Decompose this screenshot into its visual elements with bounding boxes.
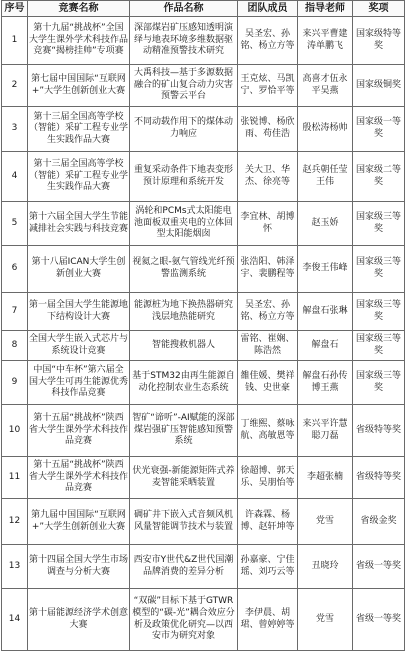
award: 省级一等奖 bbox=[353, 589, 405, 651]
team-members: 张锐博、杨欣雨、苟佳浩 bbox=[238, 107, 298, 152]
row-index: 6 bbox=[2, 246, 28, 293]
advisor: 来兴平许慧聪刀磊 bbox=[298, 405, 353, 457]
work-name: 重复采动条件下地表变形预计原理和系统开发 bbox=[130, 152, 238, 202]
team-members: 李伊晨、胡珺、曾婷婷等 bbox=[238, 589, 298, 651]
work-name: 基于STM32由再生能源自动化控制农业生态系统 bbox=[130, 361, 238, 405]
award: 国家级二等奖 bbox=[353, 152, 405, 202]
competition-name: 第十五届“挑战杯”陕西省大学生课外学术科技作品竞赛 bbox=[28, 457, 130, 499]
advisor: 高喜才伍永平吴燕 bbox=[298, 65, 353, 107]
table-row bbox=[2, 246, 405, 293]
award: 国家级一等奖 bbox=[353, 107, 405, 152]
row-index: 4 bbox=[2, 152, 28, 202]
advisor: 党雪 bbox=[298, 589, 353, 651]
team-members: 吴圣宏、孙铭、杨立方等 bbox=[238, 293, 298, 331]
award: 国家级三等奖 bbox=[353, 246, 405, 293]
table-row bbox=[2, 589, 405, 651]
team-members: 张浩阳、韩泽宇、裴鹏程等 bbox=[238, 246, 298, 293]
header-members: 团队成员 bbox=[238, 1, 298, 17]
award: 国家级三等奖 bbox=[353, 202, 405, 246]
advisor: 李超张楠 bbox=[298, 457, 353, 499]
award: 国家级特等奖 bbox=[353, 17, 405, 65]
team-members: 关大卫、华杰、徐亮等 bbox=[238, 152, 298, 202]
work-name: 智矿“谛听”-AI赋能的深部煤岩强矿压智能感知预警系统 bbox=[130, 405, 238, 457]
advisor: 殷松涛杨帅 bbox=[298, 107, 353, 152]
header-advisor: 指导老师 bbox=[298, 1, 353, 17]
competition-name: 第九届中国国际“互联网+”大学生创新创业大赛 bbox=[28, 499, 130, 545]
row-index: 2 bbox=[2, 65, 28, 107]
row-index: 7 bbox=[2, 293, 28, 331]
row-index: 12 bbox=[2, 499, 28, 545]
table-row bbox=[2, 293, 405, 331]
advisor: 解盘石 bbox=[298, 331, 353, 361]
competition-name: 第十三届全国高等学校（智能）采矿工程专业学生实践作品大赛 bbox=[28, 107, 130, 152]
team-members: 王克炫、马凯宁、罗恰平等 bbox=[238, 65, 298, 107]
competition-name: 第十届能源经济学术创意大赛 bbox=[28, 589, 130, 651]
team-members: 吴圣宏、孙铭、杨立方等 bbox=[238, 17, 298, 65]
team-members: 李宜林、胡博怀 bbox=[238, 202, 298, 246]
competition-name: 第十八届ICAN大学生创新创业大赛 bbox=[28, 246, 130, 293]
row-index: 5 bbox=[2, 202, 28, 246]
row-index: 8 bbox=[2, 331, 28, 361]
work-name: 伏光衰强-新能源矩阵式养麦智能采晒装置 bbox=[130, 457, 238, 499]
row-index: 14 bbox=[2, 589, 28, 651]
row-index: 1 bbox=[2, 17, 28, 65]
table-row bbox=[2, 65, 405, 107]
award: 省级特等奖 bbox=[353, 457, 405, 499]
competition-name: 第十四届全国大学生市场调查与分析大赛 bbox=[28, 545, 130, 589]
award: 国家级三等奖 bbox=[353, 293, 405, 331]
competition-name: 第十三届全国高等学校（智能）采矿工程专业学生实践作品大赛 bbox=[28, 152, 130, 202]
competition-name: 第十五届“挑战杯”陕西省大学生课外学术科技作品竞赛 bbox=[28, 405, 130, 457]
award: 省级特等奖 bbox=[353, 405, 405, 457]
advisor: 丑晓玲 bbox=[298, 545, 353, 589]
advisor: 李俊王伟峰 bbox=[298, 246, 353, 293]
team-members: 徐超博、郭天乐、吴朋怡等 bbox=[238, 457, 298, 499]
work-name: 智能搜救机器人 bbox=[130, 331, 238, 361]
header-award: 奖项 bbox=[353, 1, 405, 17]
row-index: 13 bbox=[2, 545, 28, 589]
award: 国家级铜奖 bbox=[353, 65, 405, 107]
table-row bbox=[2, 17, 405, 65]
advisor: 来兴平曹建涛单鹏飞 bbox=[298, 17, 353, 65]
row-index: 9 bbox=[2, 361, 28, 405]
table-row bbox=[2, 331, 405, 361]
work-name: 大禹科技—基于多源数据融合的矿山复合动力灾害预警云平台 bbox=[130, 65, 238, 107]
award: 省级一等奖 bbox=[353, 545, 405, 589]
row-index: 3 bbox=[2, 107, 28, 152]
table-row bbox=[2, 107, 405, 152]
row-index: 11 bbox=[2, 457, 28, 499]
competition-name: 第十九届“挑战杯”全国大学生课外学术科技作品竞赛“揭榜挂帅”专项赛 bbox=[28, 17, 130, 65]
team-members: 雷铭、崔娴、陈浩然 bbox=[238, 331, 298, 361]
awards-table bbox=[1, 0, 405, 651]
advisor: 赵兵朝任莹王伟 bbox=[298, 152, 353, 202]
award: 国家级三等奖 bbox=[353, 361, 405, 405]
table-row bbox=[2, 152, 405, 202]
award: 国家级三等奖 bbox=[353, 331, 405, 361]
advisor: 赵玉娇 bbox=[298, 202, 353, 246]
table-row bbox=[2, 361, 405, 405]
work-name: 视氦之眼-氨气管线光纤预警监测系统 bbox=[130, 246, 238, 293]
advisor: 党雪 bbox=[298, 499, 353, 545]
advisor: 解盘石张琳 bbox=[298, 293, 353, 331]
work-name: “双碳”目标下基于GTWR模型的“碳-光”耦合效应分析及政策优化研究—以西安市为研究对象 bbox=[130, 589, 238, 651]
competition-name: 第一届全国大学生能源地下结构设计大赛 bbox=[28, 293, 130, 331]
work-name: 能源桩为地下换热器研究浅层地热能研究 bbox=[130, 293, 238, 331]
table-row bbox=[2, 545, 405, 589]
work-name: 不同动载作用下的煤体动力响应 bbox=[130, 107, 238, 152]
header-work: 作品名称 bbox=[130, 1, 238, 17]
work-name: 西安市Y世代&Z世代国潮品牌消费的差异分析 bbox=[130, 545, 238, 589]
table-row bbox=[2, 457, 405, 499]
table-row bbox=[2, 202, 405, 246]
work-name: 碉矿井下嵌入式音频风机风量智能调节技术与装置 bbox=[130, 499, 238, 545]
team-members: 雒佳媛、樊祥钱、史世豪 bbox=[238, 361, 298, 405]
team-members: 丁维熙、蔡咏航、高敏恩等 bbox=[238, 405, 298, 457]
award: 省级金奖 bbox=[353, 499, 405, 545]
team-members: 许森霖、杨博、赵轩坤等 bbox=[238, 499, 298, 545]
advisor: 解盘石孙传博王燕 bbox=[298, 361, 353, 405]
competition-name: 中国“中车杯”第六届全国大学生可再生能源优秀科技作品竞赛 bbox=[28, 361, 130, 405]
team-members: 孙嘉豪、宁佳瑶、刘巧云等 bbox=[238, 545, 298, 589]
competition-name: 全国大学生嵌入式芯片与系统设计竞赛 bbox=[28, 331, 130, 361]
work-name: 深部煤岩矿压感知透明演绎与地表环境多维数据驱动精准预警技术研究 bbox=[130, 17, 238, 65]
header-row bbox=[2, 1, 405, 17]
header-competition: 竞赛名称 bbox=[28, 1, 130, 17]
header-index: 序号 bbox=[2, 1, 28, 17]
table-row bbox=[2, 405, 405, 457]
competition-name: 第七届中国国际“互联网+”大学生创新创业大赛 bbox=[28, 65, 130, 107]
work-name: 涡轮和PCMs式太阳能电池面板双重夹电的立体回型太阳能烟囱 bbox=[130, 202, 238, 246]
row-index: 10 bbox=[2, 405, 28, 457]
table-row bbox=[2, 499, 405, 545]
competition-name: 第十六届全国大学生节能减排社会实践与科技竞赛 bbox=[28, 202, 130, 246]
